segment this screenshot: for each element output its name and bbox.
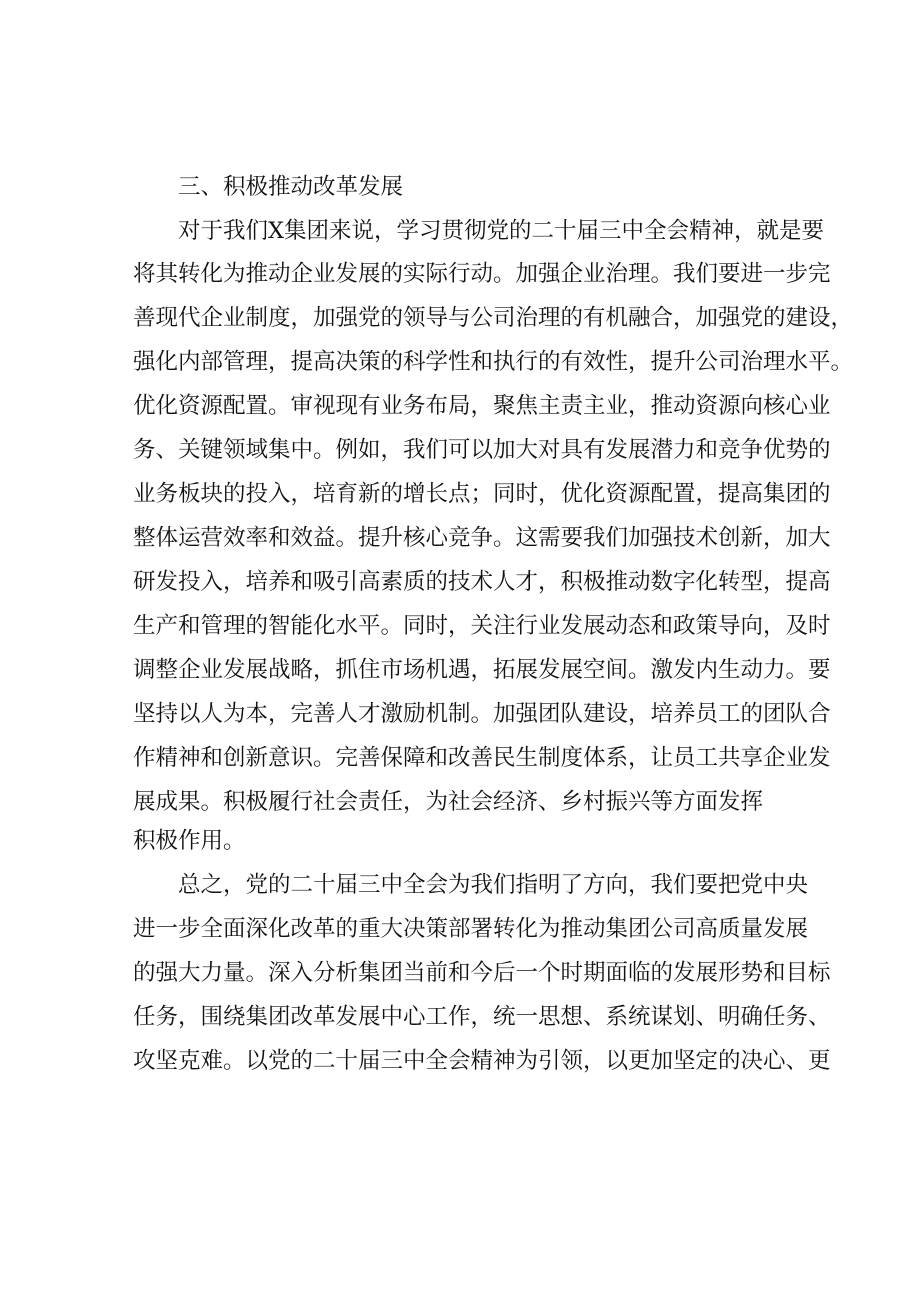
paragraph-2-line: 总之，党的二十届三中全会为我们指明了方向，我们要把党中央 — [178, 872, 809, 898]
paragraph-1-line: 坚持以人为本，完善人才激励机制。加强团队建设，培养员工的团队合 — [133, 701, 831, 727]
paragraph-2-line: 的强大力量。深入分析集团当前和今后一个时期面临的发展形势和目标 — [133, 960, 831, 986]
paragraph-1-line: 务、关键领域集中。例如，我们可以加大对具有发展潜力和竞争优势的 — [133, 437, 831, 463]
paragraph-1-line: 善现代企业制度，加强党的领导与公司治理的有机融合，加强党的建设， — [133, 305, 854, 331]
paragraph-1-line: 整体运营效率和效益。提升核心竞争。这需要我们加强技术创新，加大 — [133, 525, 831, 551]
paragraph-1-line: 调整企业发展战略，抓住市场机遇，拓展发展空间。激发内生动力。要 — [133, 657, 831, 683]
paragraph-1-line: 展成果。积极履行社会责任，为社会经济、乡村振兴等方面发挥 — [133, 789, 764, 815]
paragraph-1-line: 强化内部管理，提高决策的科学性和执行的有效性，提升公司治理水平。 — [133, 349, 854, 375]
paragraph-2-line: 任务，围绕集团改革发展中心工作，统一思想、系统谋划、明确任务、 — [133, 1004, 831, 1030]
paragraph-1-line: 生产和管理的智能化水平。同时，关注行业发展动态和政策导向，及时 — [133, 613, 831, 639]
paragraph-2-line: 攻坚克难。以党的二十届三中全会精神为引领，以更加坚定的决心、更 — [133, 1048, 831, 1074]
paragraph-1-line: 作精神和创新意识。完善保障和改善民生制度体系，让员工共享企业发 — [133, 745, 831, 771]
paragraph-2-line: 进一步全面深化改革的重大决策部署转化为推动集团公司高质量发展 — [133, 916, 809, 942]
paragraph-1-line: 研发投入，培养和吸引高素质的技术人才，积极推动数字化转型，提高 — [133, 569, 831, 595]
paragraph-1-line: 对于我们X集团来说，学习贯彻党的二十届三中全会精神，就是要 — [178, 218, 825, 244]
paragraph-1-line: 积极作用。 — [133, 828, 246, 854]
section-heading: 三、积极推动改革发展 — [178, 174, 404, 200]
paragraph-1-line: 将其转化为推动企业发展的实际行动。加强企业治理。我们要进一步完 — [133, 261, 831, 287]
paragraph-1-line: 优化资源配置。审视现有业务布局，聚焦主责主业，推动资源向核心业 — [133, 393, 831, 419]
paragraph-1-line: 业务板块的投入，培育新的增长点；同时，优化资源配置，提高集团的 — [133, 481, 831, 507]
